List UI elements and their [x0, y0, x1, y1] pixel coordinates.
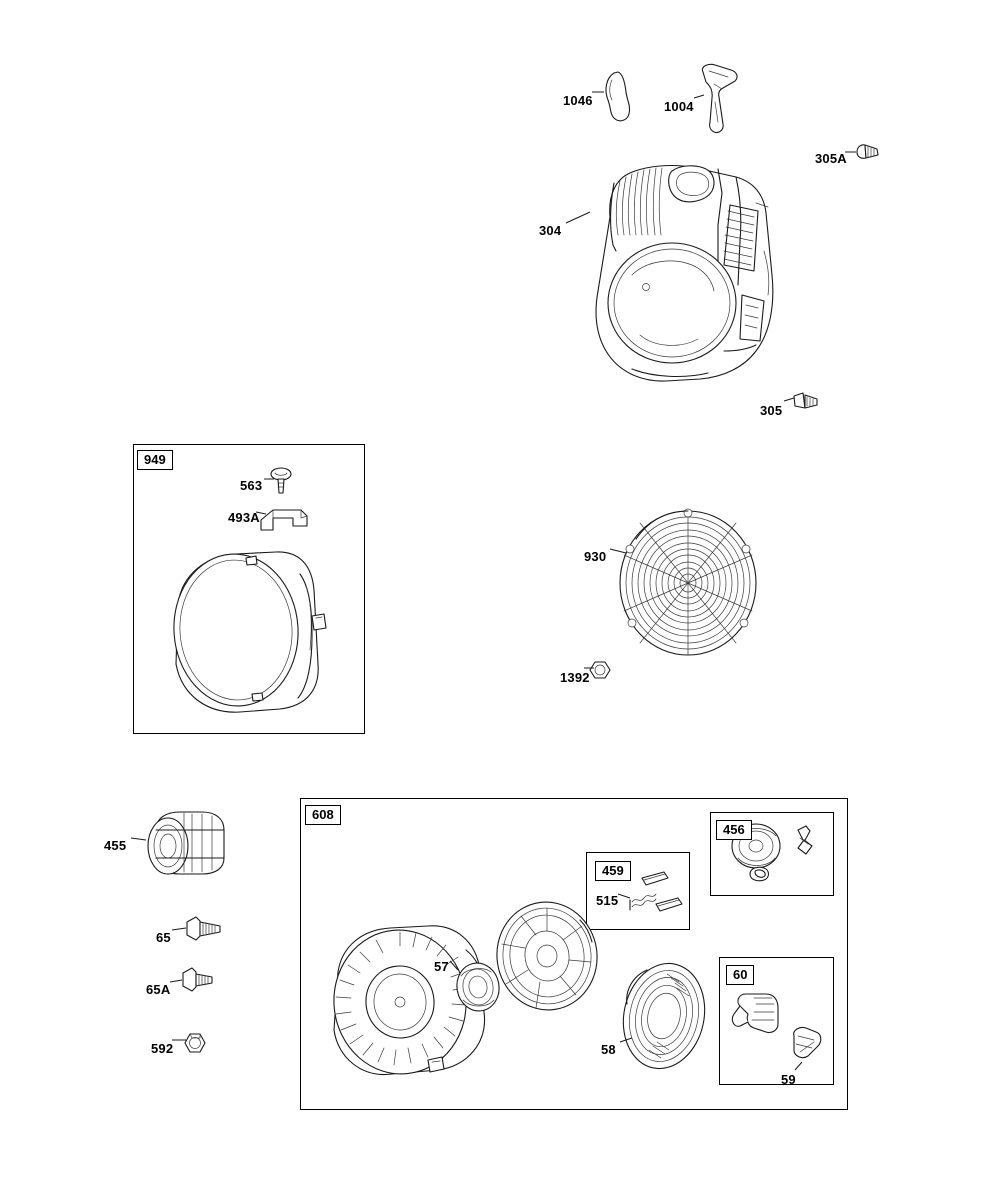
callout-65: 65 [156, 930, 171, 945]
screw-65 [182, 912, 226, 946]
callout-515: 515 [596, 893, 619, 908]
callout-459: 459 [595, 861, 631, 881]
nut-1392 [588, 658, 614, 682]
callout-60: 60 [726, 965, 754, 985]
screw-305 [790, 388, 822, 414]
starter-pulley-assembly [494, 900, 600, 1012]
callout-305: 305 [760, 403, 783, 418]
callout-456: 456 [716, 820, 752, 840]
screw-65a [178, 964, 220, 998]
callout-57: 57 [434, 959, 449, 974]
callout-608: 608 [305, 805, 341, 825]
callout-65a: 65A [146, 982, 171, 997]
callout-949: 949 [137, 450, 173, 470]
callout-58: 58 [601, 1042, 616, 1057]
callout-455: 455 [104, 838, 127, 853]
starter-rope-handle-1004 [697, 62, 743, 136]
nut-592 [182, 1030, 210, 1056]
blower-housing-cover-949 [160, 546, 340, 718]
bracket-493a [257, 504, 313, 536]
blower-housing-304 [568, 155, 798, 400]
screw-563 [268, 466, 294, 496]
screw-305a [853, 140, 883, 164]
callout-493a: 493A [228, 510, 260, 525]
callout-1046: 1046 [563, 93, 593, 108]
clip-kit-459-parts [626, 866, 690, 924]
rotating-screen-930 [616, 505, 761, 665]
starter-cup-455 [140, 808, 230, 886]
pawl-kit-60-parts [730, 980, 828, 1078]
callout-1392: 1392 [560, 670, 590, 685]
callout-1004: 1004 [664, 99, 694, 114]
callout-563: 563 [240, 478, 263, 493]
callout-59: 59 [781, 1072, 796, 1087]
grip-insert-1046 [600, 68, 640, 128]
callout-305a: 305A [815, 151, 847, 166]
rewind-spring-58 [619, 960, 709, 1072]
callout-304: 304 [539, 223, 562, 238]
callout-930: 930 [584, 549, 607, 564]
callout-592: 592 [151, 1041, 174, 1056]
